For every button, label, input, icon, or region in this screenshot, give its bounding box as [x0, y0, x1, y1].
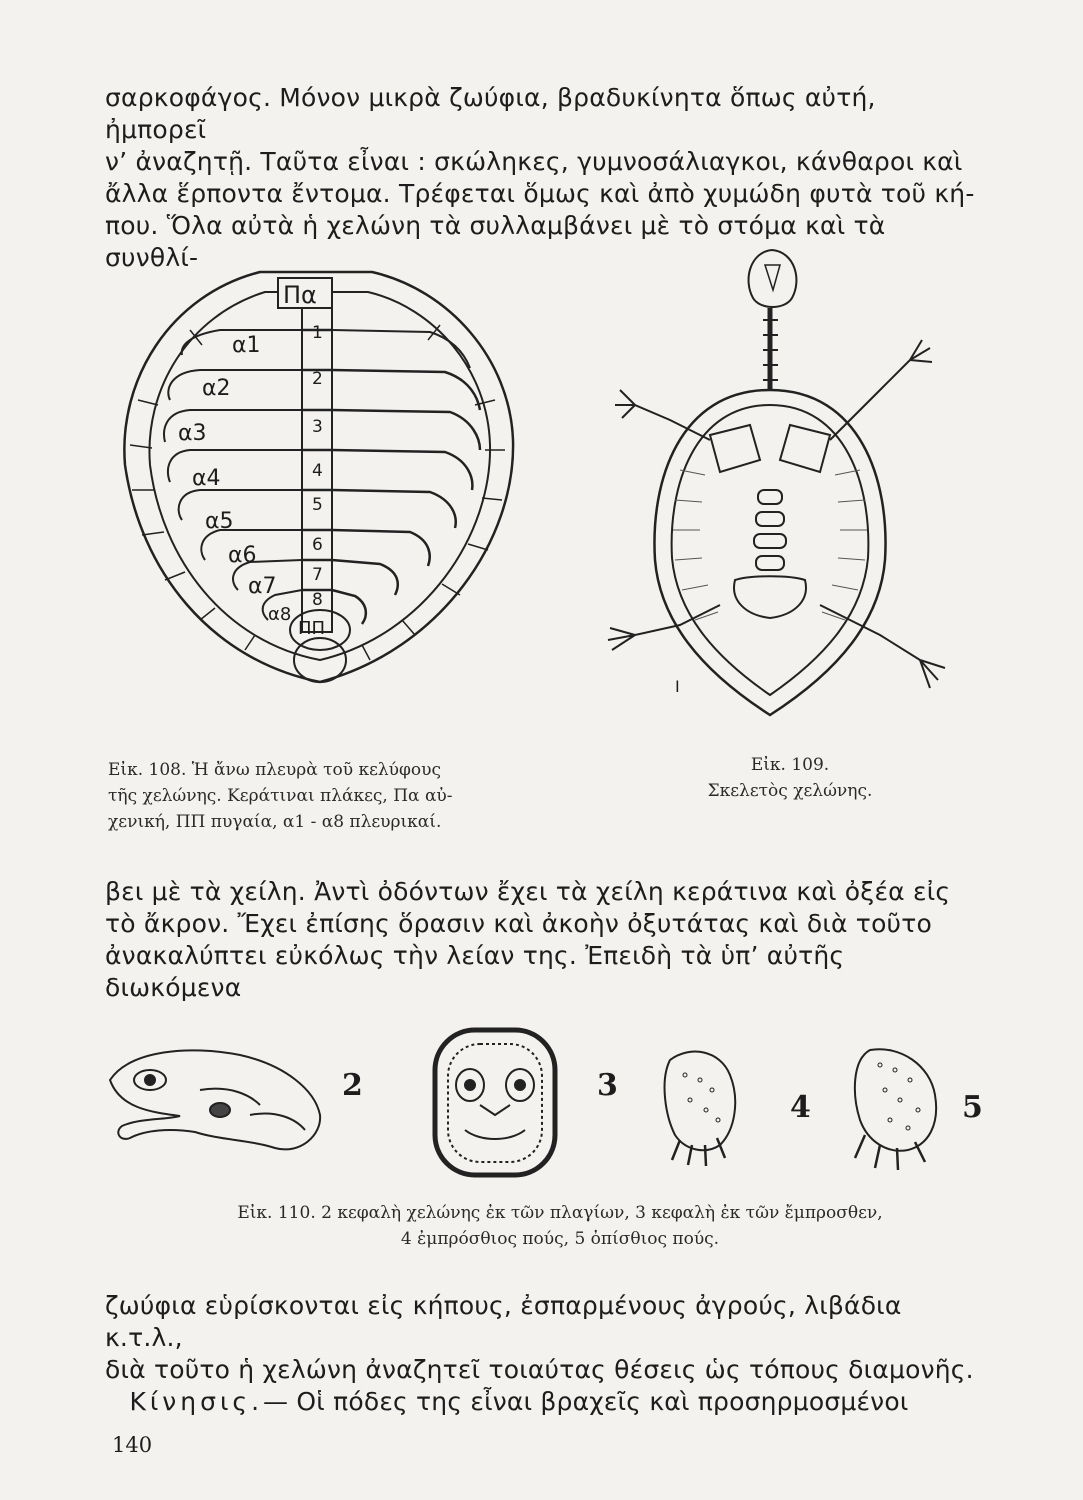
- label-vertebral: 6: [312, 535, 323, 555]
- label-pleural: α8: [268, 604, 292, 625]
- label-vertebral: 4: [312, 461, 323, 481]
- text-line-rest: — Οἱ πόδες της εἶναι βραχεῖς καὶ προσηρμοσμένοι: [263, 1387, 909, 1416]
- text-line: βει μὲ τὰ χείλη. Ἀντὶ ὀδόντων ἔχει τὰ χείλη κεράτινα καὶ ὀξέα εἰς: [105, 877, 951, 906]
- text-line: σαρκοφάγος. Μόνον μικρὰ ζωύφια, βραδυκίνητα ὅπως αὐτή, ἠμπορεῖ: [105, 83, 876, 144]
- label-vertebral: 3: [312, 417, 323, 437]
- paragraph-bottom: [105, 1290, 985, 1418]
- text-line: ζωύφια εὑρίσκονται εἰς κήπους, ἐσπαρμένους ἀγρούς, λιβάδια κ.τ.λ.,: [105, 1291, 902, 1352]
- label-pleural: α2: [202, 376, 231, 401]
- figure-109-skeleton: [560, 240, 960, 730]
- text-line: που. Ὅλα αὐτὰ ἡ χελώνη τὰ συλλαμβάνει μὲ τὸ στόμα καὶ τὰ συνθλί-: [105, 211, 886, 272]
- label-vertebral: 2: [312, 369, 323, 389]
- figure-109-marker: I: [675, 677, 680, 696]
- text-line: διὰ τοῦτο ἡ χελώνη ἀναζητεῖ τοιαύτας θέσεις ὡς τόπους διαμονῆς.: [105, 1355, 974, 1384]
- caption-line: 4 ἐμπρόσθιος πούς, 5 ὀπίσθιος πούς.: [400, 1229, 720, 1249]
- caption-figure-109: [670, 752, 910, 804]
- text-line: ἀνακαλύπτει εὐκόλως τὴν λείαν της. Ἐπειδὴ τὰ ὑπ’ αὐτῆς διωκόμενα: [105, 941, 845, 1002]
- figure-110-number: 2: [342, 1068, 363, 1103]
- page-number: 140: [112, 1433, 153, 1457]
- label-vertebral: 8: [312, 590, 323, 610]
- label-pleural: α4: [192, 466, 221, 491]
- caption-line: τῆς χελώνης. Κεράτιναι πλάκες, Πα αὐ-: [108, 786, 453, 806]
- label-pleural: α5: [205, 509, 234, 534]
- caption-line: χενική, ΠΠ πυγαία, α1 - α8 πλευρικαί.: [108, 812, 442, 832]
- caption-figure-108: [108, 757, 558, 835]
- label-pleural: α7: [248, 574, 277, 599]
- label-pleural: α1: [232, 333, 261, 358]
- caption-line: Σκελετὸς χελώνης.: [707, 781, 873, 801]
- text-line: ν’ ἀναζητῇ. Ταῦτα εἶναι : σκώληκες, γυμνοσάλιαγκοι, κάνθαροι καὶ: [105, 147, 963, 176]
- label-vertebral: 1: [312, 323, 323, 343]
- figure-108-carapace: [110, 250, 530, 690]
- label-pygal: ΠΠ: [298, 618, 326, 639]
- label-pleural: α6: [228, 543, 257, 568]
- caption-figure-110: [180, 1200, 940, 1252]
- section-heading-kinesis: Κίνησις.: [129, 1387, 264, 1416]
- text-line: τὸ ἄκρον. Ἔχει ἐπίσης ὅρασιν καὶ ἀκοὴν ὀξυτάτας καὶ διὰ τοῦτο: [105, 909, 932, 938]
- text-line: [105, 1386, 985, 1418]
- paragraph-middle: [105, 876, 985, 1004]
- label-nuchal: Πα: [283, 281, 317, 309]
- figure-110-number: 5: [962, 1090, 983, 1125]
- label-vertebral: 5: [312, 495, 323, 515]
- caption-line: Εἰκ. 108. Ἡ ἄνω πλευρὰ τοῦ κελύφους: [108, 760, 441, 780]
- label-vertebral: 7: [312, 565, 323, 585]
- figure-110-number: 4: [790, 1090, 811, 1125]
- caption-line: Εἰκ. 109.: [750, 755, 830, 775]
- figure-110-heads-feet: [100, 1020, 1000, 1190]
- figure-110-number: 3: [597, 1068, 618, 1103]
- text-line: ἄλλα ἕρποντα ἔντομα. Τρέφεται ὅμως καὶ ἀπὸ χυμώδη φυτὰ τοῦ κή-: [105, 179, 975, 208]
- caption-line: Εἰκ. 110. 2 κεφαλὴ χελώνης ἐκ τῶν πλαγίων, 3 κεφαλὴ ἐκ τῶν ἔμπροσθεν,: [237, 1203, 883, 1223]
- label-pleural: α3: [178, 421, 207, 446]
